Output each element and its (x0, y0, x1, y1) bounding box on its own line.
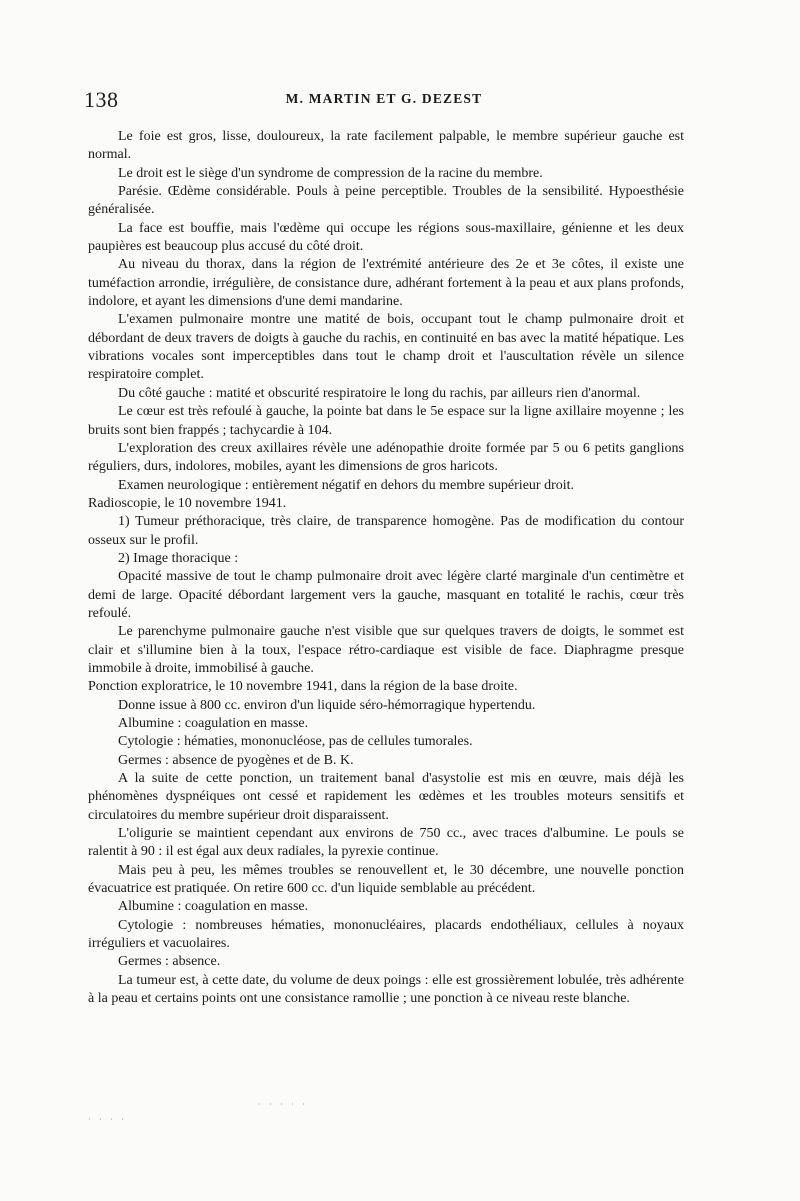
paragraph: L'examen pulmonaire montre une matité de bois, occupant tout le champ pulmonaire droit et débordant de deux travers de doigts à gauche du rachis, en continuité en bas avec la matité hépatique. Les vibrations vocales sont imperceptibles dans tout le champ droit et l'auscultation révèle un silence respiratoire complet. (88, 312, 684, 383)
paragraph: Le parenchyme pulmonaire gauche n'est visible que sur quelques travers de doigts, le sommet est clair et s'illumine bien à la toux, l'espace rétro-cardiaque est visible de face. Diaphragme presque immobile à droite, immobilisé à gauche. (88, 624, 684, 676)
speck-mark: · · · · (88, 1115, 127, 1124)
paragraph: L'exploration des creux axillaires révèle une adénopathie droite formée par 5 ou 6 petits ganglions réguliers, durs, indolores, mobiles, ayant les dimensions de gros haricots. (88, 440, 684, 475)
paragraph: Ponction exploratrice, le 10 novembre 1941, dans la région de la base droite. (88, 679, 518, 695)
paragraph: 2) Image thoracique : (118, 550, 239, 566)
paragraph: Du côté gauche : matité et obscurité respiratoire le long du rachis, par ailleurs rien d'anormal. (118, 385, 641, 401)
speck-mark: · · · · · (258, 1100, 308, 1109)
paragraph: Albumine : coagulation en masse. (118, 899, 309, 915)
page-number: 138 (84, 87, 119, 112)
paragraph: Au niveau du thorax, dans la région de l'extrémité antérieure des 2e et 3e côtes, il existe une tuméfaction arrondie, irrégulière, de consistance dure, adhérant fortement à la peau et aux plans profonds, indolore, et ayant les dimensions d'une demi mandarine. (88, 257, 684, 310)
page-header (84, 88, 684, 112)
paragraph: Le foie est gros, lisse, douloureux, la rate facilement palpable, le membre supérieur gauche est normal. (88, 129, 684, 163)
paragraph: 1) Tumeur préthoracique, très claire, de transparence homogène. Pas de modification du contour osseux sur le profil. (88, 514, 684, 548)
paragraph: L'oligurie se maintient cependant aux environs de 750 cc., avec traces d'albumine. Le pouls se ralentit à 90 : il est égal aux deux radiales, la pyrexie continue. (88, 826, 684, 860)
paragraph: Donne issue à 800 cc. environ d'un liquide séro-hémorragique hypertendu. (118, 697, 536, 713)
paragraph: Le droit est le siège d'un syndrome de compression de la racine du membre. (118, 165, 543, 181)
paragraph: Cytologie : hématies, mononucléose, pas de cellules tumorales. (118, 734, 473, 750)
paragraph: Germes : absence de pyogènes et de B. K. (118, 752, 354, 768)
paragraph: La face est bouffie, mais l'œdème qui occupe les régions sous-maxillaire, génienne et les deux paupières est beaucoup plus accusé du côté droit. (88, 220, 684, 255)
paragraph: Albumine : coagulation en masse. (118, 716, 309, 731)
body-text (88, 128, 684, 1009)
paragraph: La tumeur est, à cette date, du volume de deux poings : elle est grossièrement lobulée, très adhérente à la peau et certains points ont une consistance ramollie ; une ponction à ce niveau reste blanche. (88, 972, 684, 1007)
print-specks (88, 1100, 388, 1130)
paragraph: Parésie. Œdème considérable. Pouls à peine perceptible. Troubles de la sensibilité. Hypoesthésie généralisée. (88, 184, 684, 218)
paragraph: Examen neurologique : entièrement négatif en dehors du membre supérieur droit. (118, 477, 575, 493)
running-head: M. MARTIN ET G. DEZEST (285, 91, 483, 106)
paragraph: A la suite de cette ponction, un traitement banal d'asystolie est mis en œuvre, mais déjà les phénomènes dyspnéiques ont cessé et rapidement les œdèmes et les troubles moteurs sensitifs et circulatoires du membre supérieur droit disparaissent. (88, 771, 684, 823)
paragraph: Germes : absence. (118, 954, 221, 970)
paragraph: Le cœur est très refoulé à gauche, la pointe bat dans le 5e espace sur la ligne axillaire moyenne ; les bruits sont bien frappés ; tachycardie à 104. (88, 404, 684, 438)
paragraph: Mais peu à peu, les mêmes troubles se renouvellent et, le 30 décembre, une nouvelle ponction évacuatrice est pratiquée. On retire 600 cc. d'un liquide semblable au précédent. (88, 862, 684, 897)
paragraph: Cytologie : nombreuses hématies, mononucléaires, placards endothéliaux, cellules à noyaux irréguliers et vacuolaires. (88, 917, 684, 952)
paragraph: Opacité massive de tout le champ pulmonaire droit avec légère clarté marginale d'un centimètre et demi de large. Opacité débordant largement vers la gauche, masquant en totalité le rachis, cœur très refoulé. (88, 569, 684, 621)
paragraph: Radioscopie, le 10 novembre 1941. (88, 495, 287, 511)
